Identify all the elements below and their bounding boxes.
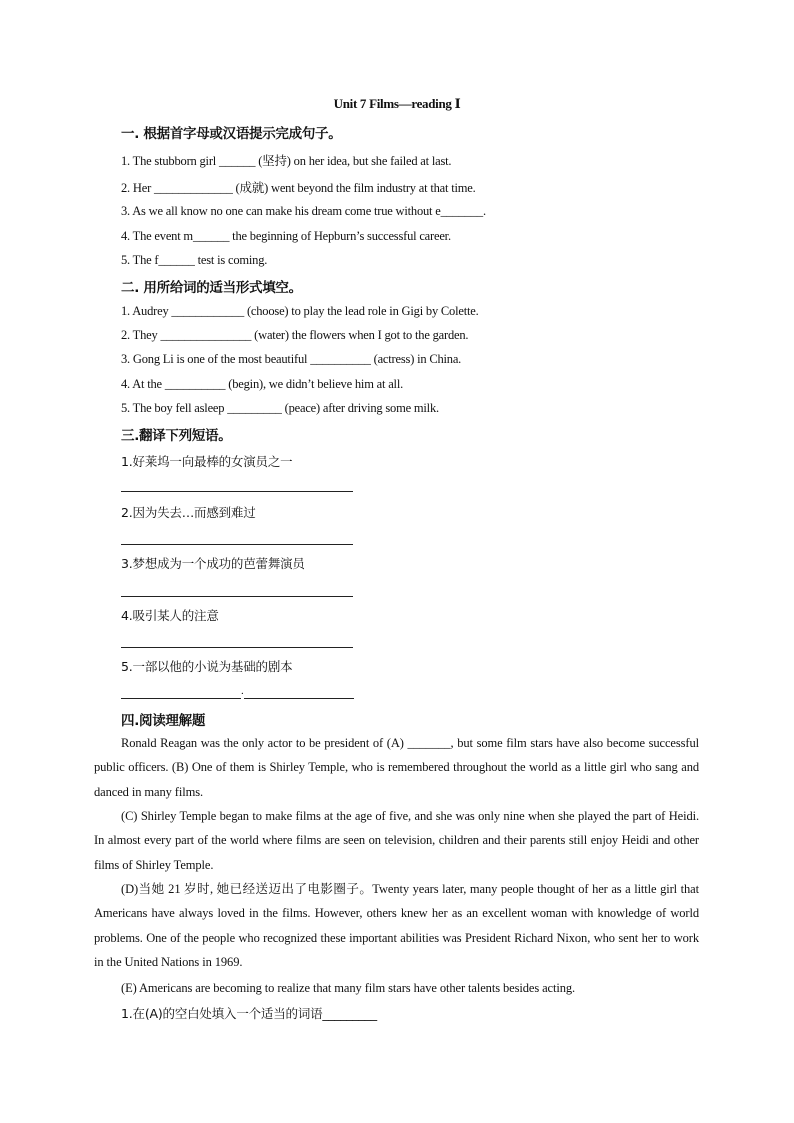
section1-heading: 一. 根据首字母或汉语提示完成句子。 [121,126,342,142]
answer-line-4[interactable] [121,647,353,648]
section1-item-3: 3. As we all know no one can make his dream come true without e_______. [121,204,486,218]
section3-item-3: 3.梦想成为一个成功的芭蕾舞演员 [121,556,305,571]
section2-item-5: 5. The boy fell asleep _________ (peace) after driving some milk. [121,401,439,415]
section2-item-3: 3. Gong Li is one of the most beautiful __________ (actress) in China. [121,352,462,366]
page-title: Unit 7 Films—reading Ⅰ [333,96,461,111]
answer-line-1[interactable] [121,491,353,492]
section4-heading: 四.阅读理解题 [121,713,206,729]
section3-item-5: 5.一部以他的小说为基础的剧本 [121,659,293,674]
section2-item-1: 1. Audrey ____________ (choose) to play the lead role in Gigi by Colette. [121,304,479,318]
section3-item-1: 1.好莱坞一向最棒的女演员之一 [121,454,293,469]
section1-item-1: 1. The stubborn girl ______ (坚持) on her idea, but she failed at last. [121,154,452,168]
section3-item-2: 2.因为失去…而感到难过 [121,505,256,520]
answer-line-2[interactable] [121,544,353,545]
reading-paragraph-1: Ronald Reagan was the only actor to be president of (A) _______, but some film stars have also become successful public officers. (B) One of them is Shirley Temple, who is remembered throughout the world as a little girl who sang and danced in many films. [94,736,699,799]
reading-paragraph-2: (C) Shirley Temple began to make films at the age of five, and she was only nine when she played the part of Heidi. In almost every part of the world where films are seen on television, children and their parents still enjoy Heidi and other films of Shirley Temple. [94,809,699,872]
reading-paragraph-3: (D)当她 21 岁时, 她已经送迈出了电影圈子。Twenty years later, many people thought of her as a little girl that Americans have always loved in the films. However, others knew her as an excellent woman with knowledge of world problems. One of the people who recognized these important abilities was President Richard Nixon, who sent her to work in the United Nations in 1969. [94,882,699,969]
section3-item-4: 4.吸引某人的注意 [121,608,219,623]
answer-line-3[interactable] [121,596,353,597]
section2-item-2: 2. They _______________ (water) the flowers when I got to the garden. [121,328,469,342]
section3-heading: 三.翻译下列短语。 [121,428,232,444]
answer-separator-dot: . [241,685,244,697]
reading-question-1: 1.在(A)的空白处填入一个适当的词语_________ [121,1006,377,1021]
section1-item-4: 4. The event m______ the beginning of Hepburn’s successful career. [121,229,451,243]
answer-line-5b[interactable] [244,698,354,699]
section1-item-2: 2. Her _____________ (成就) went beyond the film industry at that time. [121,181,476,195]
answer-line-5a[interactable] [121,698,241,699]
section2-heading: 二. 用所给词的适当形式填空。 [121,280,302,296]
section2-item-4: 4. At the __________ (begin), we didn’t believe him at all. [121,377,404,391]
reading-paragraph-4: (E) Americans are becoming to realize that many film stars have other talents besides acting. [121,981,576,995]
section1-item-5: 5. The f______ test is coming. [121,253,268,267]
